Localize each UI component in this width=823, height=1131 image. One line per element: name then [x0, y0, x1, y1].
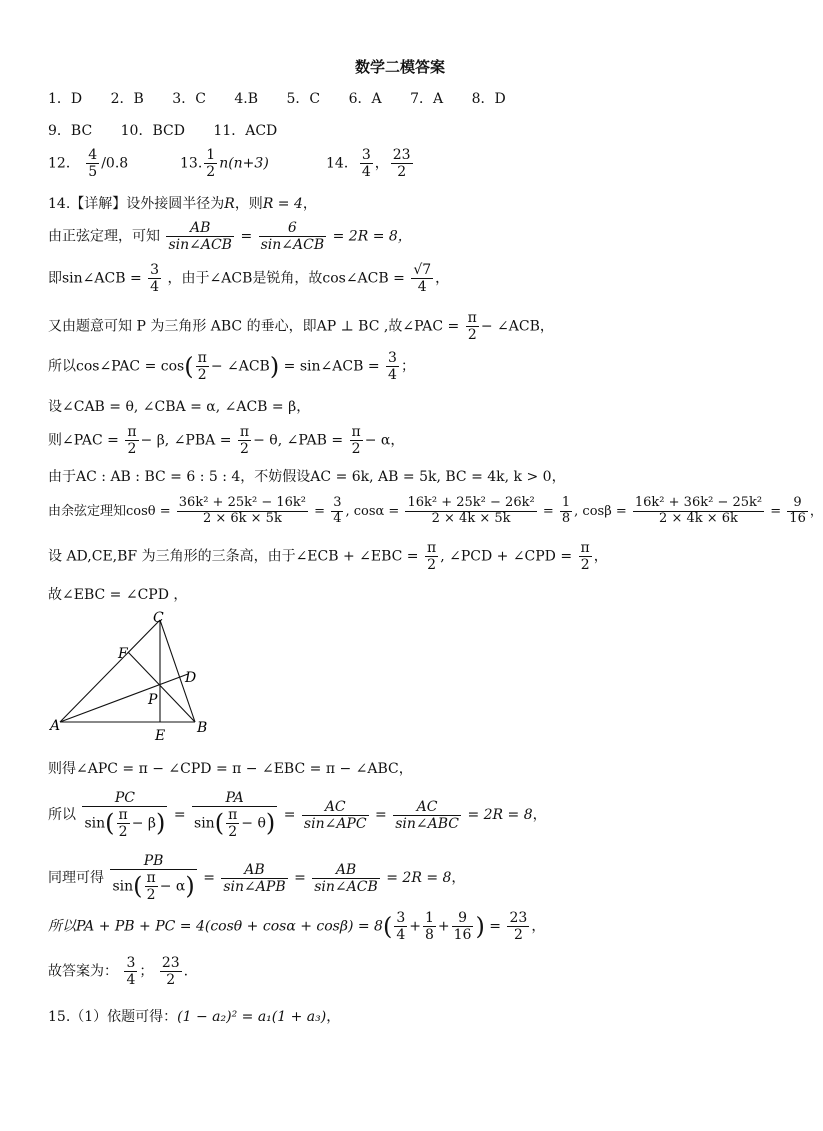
answer-6: 6．A [348, 91, 382, 107]
detail-line-2: 由正弦定理，可知 $\frac{AB}{\text{sin∠ACB}}$ = $\frac{6}{\text{sin∠ACB}}$ = 2R = 8， [48, 220, 412, 254]
answer-10: 10．BCD [120, 123, 185, 139]
altitude-ad [60, 674, 188, 722]
detail-line-8: 由于AC : AB : BC = 6 : 5 : 4，不妨假设AC = 6k, AB = 5k, BC = 4k, k > 0， [48, 469, 566, 485]
side-ac [60, 620, 160, 722]
label-f: F [118, 646, 128, 662]
altitude-bf [128, 652, 195, 722]
detail-line-15: 所以PA + PB + PC = 4(cosθ + cosα + cosβ) = 8( $\frac{3}{4}$ + $\frac{1}{8}$ + $\frac{9}{16}$ ) = $\frac{23}{2}$ ， [48, 910, 546, 944]
answer-11: 11．ACD [213, 123, 278, 139]
detail-line-17: 15.（1）依题可得：(1 − a₂)² = a₁(1 + a₃)， [48, 1009, 341, 1025]
multi-answers-row [48, 120, 301, 140]
detail-line-16: 故答案为： $\frac{3}{4}$ ； $\frac{23}{2}$ . [48, 955, 189, 989]
detail-line-11: 故∠EBC = ∠CPD ， [48, 587, 188, 603]
label-a: A [50, 718, 61, 734]
fill-answer-14: 14． $\frac{3}{4}$ ， $\frac{23}{2}$ [326, 147, 411, 181]
label-d: D [185, 670, 197, 686]
detail-line-10: 设 AD,CE,BF 为三角形的三条高，由于∠ECB + ∠EBC = $\frac{\pi}{2}$ , ∠PCD + ∠CPD = $\frac{\pi}{2}$ ， [48, 540, 608, 574]
frac-12: $\frac{4}{5}$ [88, 147, 98, 181]
answer-1: 1．D [48, 91, 83, 107]
detail-line-6: 设∠CAB = θ, ∠CBA = α, ∠ACB = β， [48, 399, 311, 415]
choice-answers-row [48, 88, 530, 108]
detail-line-3: 即sin∠ACB = $\frac{3}{4}$ ，由于∠ACB是锐角，故cos∠ACB = $\frac{√7}{4}$ ， [48, 262, 450, 296]
detail-line-14: 同理可得 PB sin( $\frac{\pi}{2}$ − α) = $\frac{AB}{\text{sin∠APB}}$ = $\frac{AB}{\text{sin∠ACB}}$ = 2R = 8， [48, 853, 466, 904]
answer-4: 4.B [234, 91, 259, 107]
answer-3: 3．C [172, 91, 206, 107]
detail-line-9: 由余弦定理知cosθ = $\frac{\text{36k² + 25k² − 16k²}}{2 \times 6k \times 5k}$ = $\frac{3}{4}$ , cosα = $\frac{\text{16k² + 25k² − 26k²}}{2 \times 4k \times 5k}$ = $\frac{1}{8}$ , cosβ = $\frac{\text{16k² + 36k² − 25k²}}{2 \times 4k \times 6k}$ = $\frac{9}{16}$ ， [48, 495, 823, 526]
label-p: P [148, 692, 158, 708]
label-b: B [197, 720, 208, 736]
detail-line-13: 所以 PC sin( $\frac{\pi}{2}$ − β) = PA sin( $\frac{\pi}{2}$ − θ) = $\frac{AC}{\text{sin∠APC}}$ = $\frac{AC}{\text{sin∠ABC}}$ = 2R = 8， [48, 790, 547, 841]
fill-answers-row: 12． $\frac{4}{5}$ /0.8 [48, 147, 129, 181]
label-c: C [153, 610, 164, 626]
answer-8: 8．D [471, 91, 506, 107]
detail-line-12: 则得∠APC = π − ∠CPD = π − ∠EBC = π − ∠ABC， [48, 761, 413, 777]
label-e: E [155, 728, 166, 744]
detail-line-4: 又由题意可知 P 为三角形 ABC 的垂心，即AP ⊥ BC ,故∠PAC = $\frac{\pi}{2}$ − ∠ACB， [48, 310, 554, 344]
answer-2: 2．B [110, 91, 144, 107]
detail-line-1: 14.【详解】设外接圆半径为R，则R = 4， [48, 196, 317, 212]
fill-answer-13: 13. $\frac{1}{2}$ n(n+3) [180, 147, 269, 181]
detail-line-7: 则∠PAC = $\frac{\pi}{2}$ − β, ∠PBA = $\frac{\pi}{2}$ − θ, ∠PAB = $\frac{\pi}{2}$ − α， [48, 424, 405, 458]
triangle-figure [40, 608, 230, 743]
answer-9: 9．BC [48, 123, 93, 139]
page-title: 数学二模答案 [354, 58, 445, 76]
answer-7: 7．A [410, 91, 444, 107]
detail-line-5: 所以cos∠PAC = cos( $\frac{\pi}{2}$ − ∠ACB) = sin∠ACB = $\frac{3}{4}$ ； [48, 350, 415, 384]
answer-5: 5．C [286, 91, 321, 107]
